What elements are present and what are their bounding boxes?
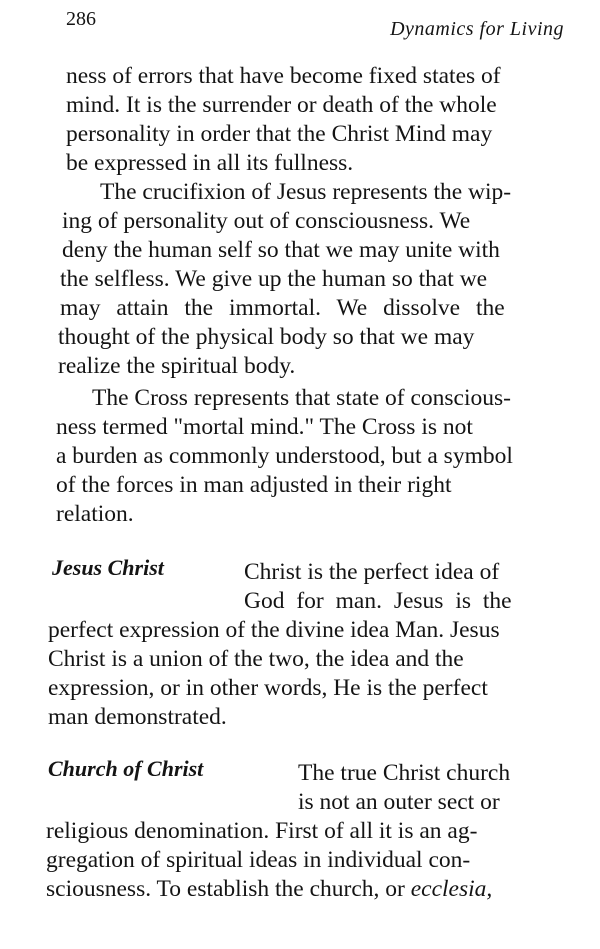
body-line: deny the human self so that we may unite with [62, 237, 500, 263]
page-number: 286 [66, 8, 96, 30]
entry-line: is not an outer sect or [298, 789, 500, 815]
body-line: a burden as commonly understood, but a symbol [56, 443, 513, 469]
page-header [66, 8, 566, 44]
body-line: of the forces in man adjusted in their right [56, 472, 452, 498]
entry-line: Christ is the perfect idea of [244, 559, 500, 585]
body-line: realize the spiritual body. [58, 353, 296, 379]
body-line: ness of errors that have become fixed states of [66, 63, 501, 89]
entry-line-text: sciousness. To establish the church, or [46, 876, 411, 902]
entry-line: expression, or in other words, He is the perfect [48, 675, 488, 701]
entry-line: God for man. Jesus is the [244, 588, 512, 614]
body-line: The Cross represents that state of conscious- [92, 385, 511, 411]
body-line: thought of the physical body so that we may [58, 324, 475, 350]
running-title: Dynamics for Living [390, 18, 564, 40]
body-line: mind. It is the surrender or death of the whole [66, 92, 497, 118]
body-line: relation. [56, 501, 134, 527]
entry-line: The true Christ church [298, 760, 511, 786]
entry-term-church-of-christ: Church of Christ [48, 756, 204, 781]
body-line: may attain the immortal. We dissolve the [60, 295, 505, 321]
entry-line: perfect expression of the divine idea Man. Jesus [48, 617, 500, 643]
entry-line: man demonstrated. [48, 704, 227, 730]
entry-term-jesus-christ: Jesus Christ [52, 555, 164, 580]
body-line: ness termed "mortal mind." The Cross is not [56, 414, 473, 440]
body-line: the selfless. We give up the human so that we [60, 266, 488, 292]
entry-line: gregation of spiritual ideas in individual con- [46, 847, 471, 873]
italic-term-ecclesia: ecclesia, [410, 876, 493, 902]
entry-line [46, 875, 492, 904]
entry-line: Christ is a union of the two, the idea and the [48, 646, 464, 672]
body-line: personality in order that the Christ Mind may [66, 121, 493, 147]
body-line: ing of personality out of consciousness. We [62, 208, 471, 234]
body-line: The crucifixion of Jesus represents the wip- [100, 179, 512, 205]
entry-line: religious denomination. First of all it is an ag- [46, 818, 478, 844]
body-line: be expressed in all its fullness. [66, 150, 354, 176]
